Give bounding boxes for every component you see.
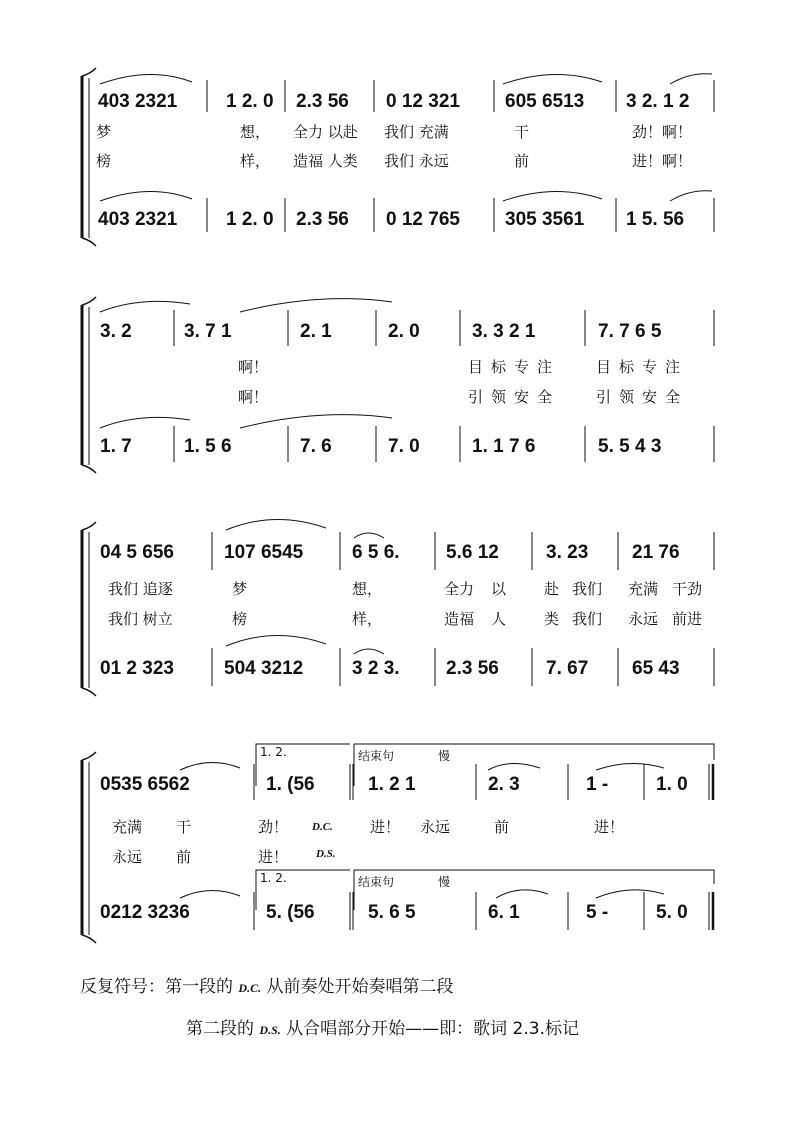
notes-lower-m1: 1. 7 — [100, 436, 132, 457]
notes-upper-m3: 1. 2 1 — [368, 774, 416, 795]
lyric-2-4: 我们 永远 — [384, 152, 449, 170]
volta-label-lower: 1. 2. — [260, 871, 287, 885]
notes-lower-m1: 01 2 323 — [100, 658, 174, 679]
notes-lower-m5: 5 - — [586, 902, 609, 923]
lyric-2-7: 我们 — [572, 610, 603, 628]
lyric-2-1: 啊！ — [238, 388, 269, 406]
footer-line2-prefix: 第二段的 — [186, 1019, 254, 1039]
notes-lower-m5: 305 3561 — [505, 209, 585, 230]
notes-upper-m4: 5.6 12 — [446, 542, 499, 563]
notes-lower-m2: 5. (56 — [266, 902, 315, 923]
lyric-1-5: 以 — [491, 580, 507, 598]
notes-lower-m5: 7. 67 — [546, 658, 589, 679]
lyric-1-4: 全力 — [444, 580, 475, 598]
notes-lower-m2: 1 2. 0 — [226, 209, 274, 230]
lyric-1-2: 梦 — [232, 580, 248, 598]
notes-upper-m5: 1 - — [586, 774, 609, 795]
lyric-2-5: 人 — [491, 610, 507, 628]
lyric-1-3: 想， — [352, 580, 383, 598]
footer-line1-suffix: 从前奏处开始奏唱第二段 — [266, 977, 454, 997]
notes-lower-m1: 0212 3236 — [100, 902, 190, 923]
volta-label-upper: 1. 2. — [260, 745, 287, 759]
lyric-2-1: 榜 — [96, 152, 112, 170]
notes-lower-m6: 1 5. 56 — [626, 209, 685, 230]
lyric-2-6: 类 — [544, 610, 560, 628]
lyric-2-3: 造福 人类 — [293, 152, 358, 170]
lyric-1-3: 目标专注 — [596, 358, 689, 376]
tempo-label-lower: 慢 — [438, 875, 451, 889]
notes-upper-m5: 3. 23 — [546, 542, 589, 563]
notes-lower-m3: 2.3 56 — [296, 209, 349, 230]
lyric-1-4: 我们 充满 — [384, 123, 449, 141]
lyric-1-1: 啊！ — [238, 358, 269, 376]
footer-line-2 — [186, 1014, 792, 1039]
lyric-2-2: 前 — [176, 848, 192, 866]
notes-upper-m6: 1. 0 — [656, 774, 688, 795]
lyric-1-5: 干 — [514, 123, 530, 141]
lyric-2-3: 进！ — [258, 848, 289, 866]
lyric-1-1: 梦 — [96, 123, 112, 141]
notes-lower-m3: 7. 6 — [300, 436, 332, 457]
lyric-2-3: 样， — [352, 610, 383, 628]
lyric-1-1: 我们 追逐 — [108, 580, 173, 598]
notes-upper-m6: 7. 7 6 5 — [598, 321, 662, 342]
footer-line2-suffix: 从合唱部分开始——即：歌词 2.3.标记 — [286, 1019, 579, 1039]
footer-line1-prefix: 反复符号：第一段的 — [80, 977, 233, 997]
notes-upper-m5: 605 6513 — [505, 91, 585, 112]
lyric-2-2: 样， — [240, 152, 271, 170]
lyric-1-2: 目标专注 — [468, 358, 561, 376]
notes-upper-m6: 21 76 — [632, 542, 680, 563]
notes-upper-m2: 3. 7 1 — [184, 321, 232, 342]
system-3 — [82, 519, 714, 696]
lyric-1-3: 全力 以赴 — [293, 123, 358, 141]
tempo-label-upper: 慢 — [438, 749, 451, 763]
notes-upper-m5: 3. 3 2 1 — [472, 321, 536, 342]
lyric-2-5: 前 — [514, 152, 530, 170]
footer-line-1 — [80, 972, 792, 997]
system-2 — [82, 297, 714, 473]
notes-upper-m3: 2.3 56 — [296, 91, 349, 112]
footer-ds-mark: D.S. — [259, 1023, 281, 1037]
lyric-1-6: 劲！啊！ — [632, 123, 693, 141]
notes-lower-m4: 2.3 56 — [446, 658, 499, 679]
system-1 — [82, 68, 714, 246]
lyric-2-8: 永远 — [628, 610, 659, 628]
notes-lower-m3: 3 2 3. — [352, 658, 400, 679]
lyric-2-2: 榜 — [232, 610, 248, 628]
notes-lower-m3: 5. 6 5 — [368, 902, 416, 923]
lyric-1-8: 充满 — [628, 580, 659, 598]
lyric-1-2: 干 — [176, 818, 192, 836]
notes-upper-m1: 3. 2 — [100, 321, 132, 342]
notes-upper-m1: 403 2321 — [98, 91, 178, 112]
lyric-1-2: 想， — [240, 123, 271, 141]
notes-lower-m4: 7. 0 — [388, 436, 420, 457]
lyric-2-6: 进！啊！ — [632, 152, 693, 170]
lyric-2-9: 前进 — [672, 610, 703, 628]
system-4 — [82, 744, 714, 943]
notes-upper-m2: 107 6545 — [224, 542, 304, 563]
notes-upper-m4: 2. 3 — [488, 774, 520, 795]
ending-label-upper: 结束句 — [358, 749, 395, 763]
lyric-2-2: 引领安全 — [468, 388, 561, 406]
lyric-1-5: 永远 — [420, 818, 451, 836]
lyric-2-1: 永远 — [112, 848, 143, 866]
notes-upper-m6: 3 2. 1 2 — [626, 91, 690, 112]
notes-lower-m6: 65 43 — [632, 658, 680, 679]
lyric-1-1: 充满 — [112, 818, 143, 836]
footer-dc-mark: D.C. — [238, 981, 262, 995]
lyric-1-6: 赴 — [544, 580, 560, 598]
notes-upper-m1: 0535 6562 — [100, 774, 190, 795]
notes-upper-m2: 1. (56 — [266, 774, 315, 795]
lyric-1-9: 干劲 — [672, 580, 703, 598]
dc-mark: D.C. — [312, 821, 333, 833]
notes-upper-m1: 04 5 656 — [100, 542, 174, 563]
lyric-1-7: 进！ — [594, 818, 625, 836]
lyric-1-3: 劲！ — [258, 818, 289, 836]
notes-upper-m3: 2. 1 — [300, 321, 332, 342]
notes-lower-m2: 504 3212 — [224, 658, 304, 679]
ds-mark: D.S. — [316, 848, 336, 860]
notes-upper-m4: 0 12 321 — [386, 91, 460, 112]
notes-upper-m4: 2. 0 — [388, 321, 420, 342]
notes-lower-m1: 403 2321 — [98, 209, 178, 230]
lyric-1-6: 前 — [494, 818, 510, 836]
notes-lower-m4: 6. 1 — [488, 902, 520, 923]
lyric-2-4: 造福 — [444, 610, 475, 628]
notes-lower-m2: 1. 5 6 — [184, 436, 232, 457]
ending-label-lower: 结束句 — [358, 875, 395, 889]
lyric-2-1: 我们 树立 — [108, 610, 173, 628]
notes-lower-m4: 0 12 765 — [386, 209, 460, 230]
notes-lower-m6: 5. 0 — [656, 902, 688, 923]
notes-lower-m5: 1. 1 7 6 — [472, 436, 536, 457]
lyric-2-3: 引领安全 — [596, 388, 689, 406]
notes-upper-m3: 6 5 6. — [352, 542, 400, 563]
lyric-1-4: 进！ — [370, 818, 401, 836]
notes-lower-m6: 5. 5 4 3 — [598, 436, 662, 457]
lyric-1-7: 我们 — [572, 580, 603, 598]
notes-upper-m2: 1 2. 0 — [226, 91, 274, 112]
